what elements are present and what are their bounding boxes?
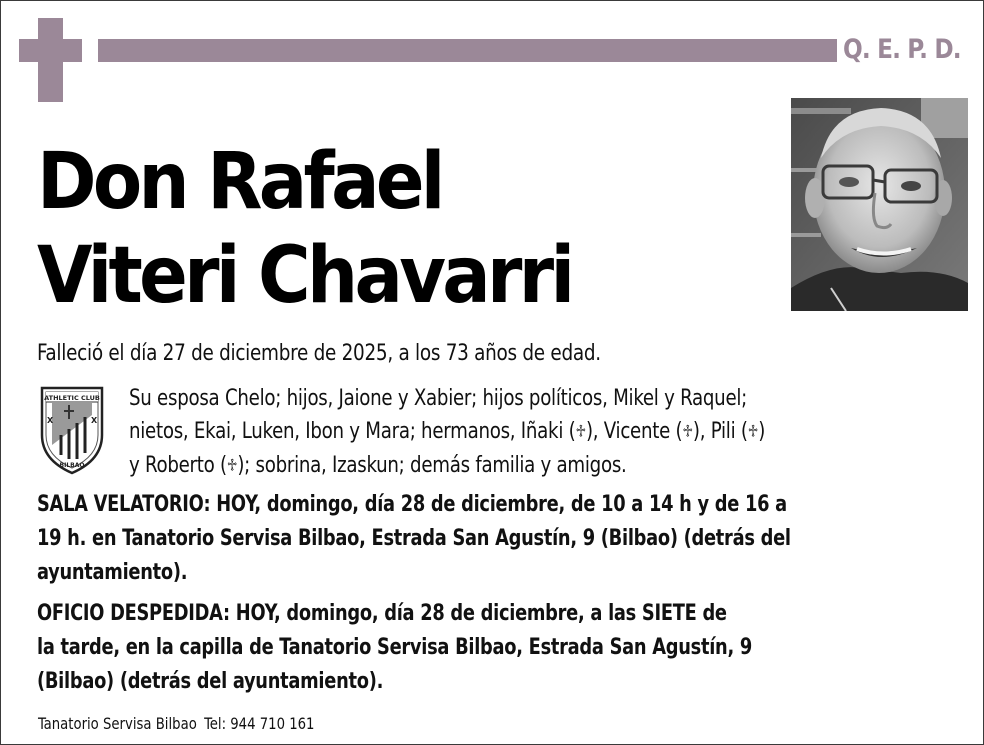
service-details (37, 597, 937, 699)
wake-details (37, 488, 937, 590)
family-line: Su esposa Chelo; hijos, Jaione y Xabier; hijos políticos, Mikel y Raquel; (129, 386, 748, 411)
service-line: la tarde, en la capilla de Tanatorio Servisa Bilbao, Estrada San Agustín, 9 (37, 635, 753, 660)
deceased-cross-icon: ♱ (682, 422, 693, 442)
service-line: OFICIO DESPEDIDA: HOY, domingo, día 28 de diciembre, a las SIETE de (37, 601, 727, 626)
athletic-club-crest-icon (39, 385, 105, 475)
name-line-1: Don Rafael (37, 137, 442, 227)
phone-number: 944 710 161 (230, 714, 315, 733)
family-line: nietos, Ekai, Luken, Ibon y Mara; hermanos, Iñaki (♱), Vicente (♱), Pili (♱) (129, 415, 957, 449)
portrait-photo (791, 98, 968, 311)
wake-line: SALA VELATORIO: HOY, domingo, día 28 de diciembre, de 10 a 14 h y de 16 a (37, 492, 787, 517)
phone-label: Tel: (204, 714, 227, 733)
qepd-label: Q. E. P. D. (843, 34, 961, 65)
family-line: y Roberto (♱); sobrina, Izaskun; demás familia y amigos. (129, 449, 957, 483)
name-line-2: Viteri Chavarri (37, 231, 572, 321)
deceased-cross-icon: ♱ (575, 422, 586, 442)
deceased-cross-icon: ♱ (747, 422, 759, 442)
crest-top-text: ATHLETIC CLUB (44, 394, 100, 402)
family-list (129, 382, 957, 483)
crest-bottom-text: BILBAO (59, 462, 85, 469)
cross-icon-arm (19, 39, 82, 62)
deceased-cross-icon: ♱ (226, 456, 238, 476)
svg-text:X: X (47, 416, 54, 425)
portrait-image (791, 98, 968, 311)
header-rule (98, 39, 837, 62)
svg-text:X: X (91, 416, 98, 425)
footer-contact (38, 712, 314, 736)
death-date-line: Falleció el día 27 de diciembre de 2025, a los 73 años de edad. (37, 341, 601, 366)
wake-line: ayuntamiento). (37, 560, 188, 585)
deceased-name (37, 135, 571, 323)
service-line: (Bilbao) (detrás del ayuntamiento). (37, 669, 384, 694)
funeral-home-name: Tanatorio Servisa Bilbao (38, 714, 197, 733)
wake-line: 19 h. en Tanatorio Servisa Bilbao, Estrada San Agustín, 9 (Bilbao) (detrás del (37, 526, 791, 551)
